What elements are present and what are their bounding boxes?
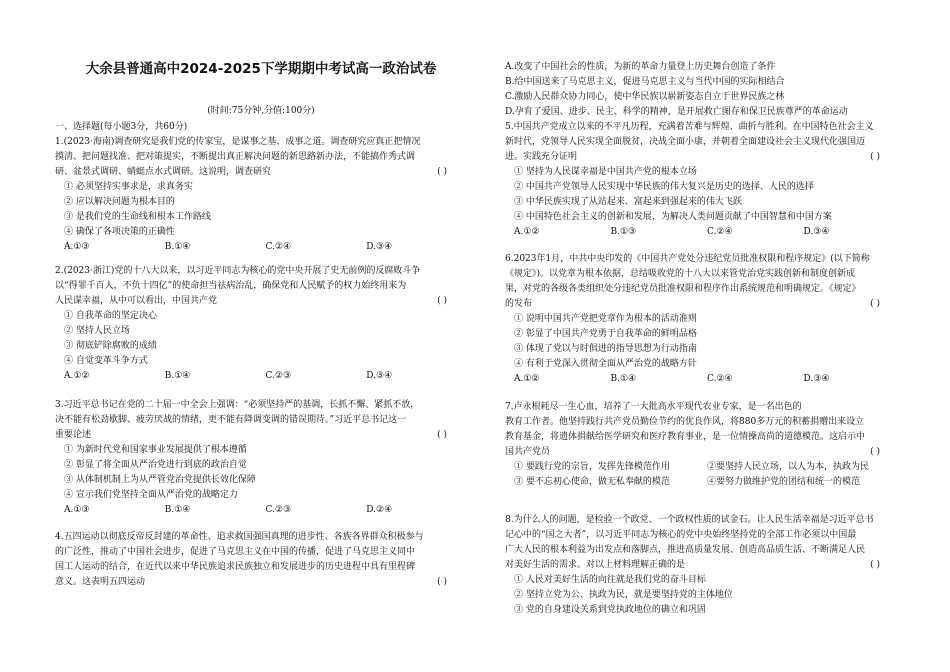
- q8-line-2: 记心中的“国之大者”，以习近平同志为核心的党中央始终坚持党的全部工作必须以中国最: [505, 530, 857, 540]
- q7-option-4: ④要努力做维护党的团结和统一的模范: [707, 477, 861, 487]
- q5-answer-paren: ( ): [870, 152, 880, 162]
- q5-choice-b[interactable]: B.①③: [610, 227, 637, 237]
- q4-line-2: 的广泛性，推动了中国社会进步，促进了马克思主义在中国的传播，促进了马克思主义同中: [55, 547, 416, 557]
- q1-line-3: 研、盆景式调研、蜻蜓点水式调研。这说明，调查研究 ( ): [55, 165, 467, 180]
- q5-line-2: 新时代，党领导人民实现全面脱贫，决战全面小康，并朝着全面建设社会主义现代化强国迈: [505, 137, 866, 147]
- q4-line-1: 4.五四运动以彻底反帝反封建的革命性、追求救国强国真理的进步性、各族各界群众积极参与: [55, 532, 424, 542]
- q1-option-1: ① 必须坚持实事求是，求真务实: [64, 182, 193, 192]
- q3-choice-b[interactable]: B.①④: [164, 505, 191, 515]
- q7-option-3: ③ 要不忘初心使命，做无私奉献的模范: [514, 477, 670, 487]
- q7-options: [505, 460, 900, 490]
- question-1: [55, 135, 467, 255]
- q7-line-1: 7.卢永根耗尽一生心血，培养了一大批高水平现代农业专家，是一名出色的: [505, 402, 802, 412]
- question-4-options: [505, 60, 900, 120]
- q2-choice-c[interactable]: C.②③: [265, 371, 292, 381]
- q8-option-3: ③ 党的自身建设关系到党执政地位的确立和巩固: [514, 605, 706, 615]
- q3-option-4: ④ 宣示我们党坚持全面从严治党的战略定力: [64, 490, 238, 500]
- q3-option-3: ③ 从体制机制上为从严管党治党提供长效化保障: [64, 475, 256, 485]
- q6-option-2: ② 彰显了中国共产党勇于自我革命的鲜明品格: [514, 329, 697, 339]
- q8-answer-paren: ( ): [870, 560, 880, 570]
- q2-choice-d[interactable]: D.③④: [366, 371, 393, 381]
- q7-line-2: 教育工作者。他坚持践行共产党员勤俭节约的优良作风，将880多万元的积蓄捐赠出来设立: [505, 417, 865, 427]
- q1-choice-d[interactable]: D.③④: [366, 242, 393, 252]
- q7-answer-paren: ( ): [870, 447, 880, 457]
- q5-option-4: ④ 中国特色社会主义的创新和发展，为解决人类问题贡献了中国智慧和中国方案: [514, 212, 832, 222]
- q6-line-4: 的发布 ( ): [505, 297, 900, 312]
- q1-answers: [55, 240, 467, 255]
- q7-option-1: ① 要践行党的宗旨，发挥先锋模范作用: [514, 462, 670, 472]
- q2-option-4: ④ 自觉变革斗争方式: [64, 356, 148, 366]
- q3-answer-paren: ( ): [437, 430, 447, 440]
- q2-line-1: 2.(2023·浙江)党的十八大以来，以习近平同志为核心的党中央开展了史无前例的反腐败斗争: [55, 266, 421, 276]
- q4-choice-a[interactable]: A.改变了中国社会的性质，为新的革命力量登上历史舞台创造了条件: [505, 62, 776, 72]
- q2-choice-a[interactable]: A.①②: [64, 371, 90, 381]
- q3-choice-c[interactable]: C.②③: [265, 505, 292, 515]
- q6-option-1: ① 说明中国共产党把党章作为根本的活动准则: [514, 314, 697, 324]
- q6-choice-d[interactable]: D.③④: [803, 374, 830, 384]
- q3-line-2: 决不能有松劲歇脚、疲劳厌战的情绪，更不能有降调变调的错误期待。”习近平总书记这一: [55, 415, 407, 425]
- q5-choice-d[interactable]: D.③④: [803, 227, 830, 237]
- q3-option-2: ② 彰显了将全面从严治党进行到底的政治自觉: [64, 460, 247, 470]
- q6-line-2: 《规定》)。以党章为根本依据，总结吸收党的十八大以来管党治党实践创新和制度创新成: [505, 269, 856, 279]
- q1-line-1: 1.(2023·海南)调查研究是我们党的传家宝，是谋事之基、成事之道。调查研究应真正把情况: [55, 137, 421, 147]
- q2-answer-paren: ( ): [437, 296, 447, 306]
- q3-line-3: 重要论述 ( ): [55, 428, 467, 443]
- q2-option-1: ① 自我革命的坚定决心: [64, 311, 157, 321]
- question-5: [505, 120, 900, 240]
- q6-choice-c[interactable]: C.②④: [707, 374, 733, 384]
- question-4: [55, 530, 467, 590]
- q1-choice-a[interactable]: A.①③: [64, 242, 90, 252]
- section-heading: 一、选择题(每小题3分，共60分): [55, 122, 188, 132]
- q3-line-1: 3.习近平总书记在党的二十届一中全会上强调：“必须坚持严的基调，长抓不懈、紧抓不放，: [55, 400, 420, 410]
- q2-line-3: 人民谋幸福，从中可以看出，中国共产党 ( ): [55, 294, 467, 309]
- q1-option-2: ② 应以解决问题为根本目的: [64, 197, 175, 207]
- exam-title: 大余县普通高中2024-2025下学期期中考试高一政治试卷: [85, 61, 437, 77]
- q6-choice-a[interactable]: A.①②: [514, 374, 540, 384]
- question-7: [505, 400, 900, 490]
- q2-line-2: 以“得罪千百人，不负十四亿”的使命担当祛病治乱，确保党和人民赋予的权力始终用来为: [55, 281, 407, 291]
- q4-answer-paren: ( ): [437, 577, 447, 587]
- q4-choice-c[interactable]: C.激励人民群众协力同心，使中华民族以崭新姿态自立于世界民族之林: [505, 92, 785, 102]
- q5-choice-c[interactable]: C.②④: [707, 227, 733, 237]
- q4-choice-b[interactable]: B.给中国送来了马克思主义，促进马克思主义与当代中国的实际相结合: [505, 77, 785, 87]
- question-2: [55, 264, 467, 384]
- q5-choice-a[interactable]: A.①②: [514, 227, 540, 237]
- q1-choice-b[interactable]: B.①④: [164, 242, 191, 252]
- q8-line-4: 对美好生活的需求。对以上材料理解正确的是 ( ): [505, 558, 900, 573]
- q2-answers: [55, 369, 467, 384]
- q2-option-2: ② 坚持人民立场: [64, 326, 130, 336]
- q8-line-1: 8.为什么人的问题，是检验一个政党、一个政权性质的试金石。让人民生活幸福是习近平总书: [505, 515, 874, 525]
- q6-choice-b[interactable]: B.①④: [610, 374, 637, 384]
- q5-option-1: ① 坚持为人民谋幸福是中国共产党的根本立场: [514, 167, 697, 177]
- q8-line-3: 广大人民的根本利益为出发点和落脚点，推进高质量发展、创造高品质生活、不断满足人民: [505, 545, 866, 555]
- q6-answer-paren: ( ): [870, 299, 880, 309]
- q1-line-2: 摸清、把问题找准、把对策提实，不断提出真正解决问题的新思路新办法，不能搞作秀式调: [55, 152, 416, 162]
- q4-line-3: 国工人运动的结合，在近代以来中华民族追求民族独立和发展进步的历史进程中具有里程碑: [55, 562, 416, 572]
- q8-option-2: ② 坚持立党为公、执政为民，就是要坚持党的主体地位: [514, 590, 733, 600]
- question-8: [505, 513, 900, 618]
- q1-option-4: ④ 确保了各项决策的正确性: [64, 227, 175, 237]
- q6-line-1: 6.2023年1月，中共中央印发的《中国共产党处分违纪党员批准权限和程序规定》(以下简称: [505, 254, 870, 264]
- q4-line-4: 意义。这表明五四运动 ( ): [55, 575, 467, 590]
- q3-option-1: ① 为新时代党和国家事业发展提供了根本遵循: [64, 445, 247, 455]
- q5-option-2: ② 中国共产党领导人民实现中华民族的伟大复兴是历史的选择、人民的选择: [514, 182, 814, 192]
- q7-line-3: 教育基金，将遗体捐献给医学研究和医疗教育事业，是一位情操高尚的道德模范。这启示中: [505, 432, 866, 442]
- q1-option-3: ③ 是我们党的生命线和根本工作路线: [64, 212, 211, 222]
- q6-option-3: ③ 体现了党以与时俱进的指导思想为行动指南: [514, 344, 697, 354]
- q1-choice-c[interactable]: C.②④: [265, 242, 292, 252]
- q5-line-3: 进。实践充分证明 ( ): [505, 150, 900, 165]
- question-3: [55, 398, 467, 518]
- q4-choice-d[interactable]: D.孕育了爱国、进步、民主、科学的精神，是开展救亡图存和保卫民族尊严的革命运动: [505, 107, 848, 117]
- q3-answers: [55, 503, 467, 518]
- q5-option-3: ③ 中华民族实现了从站起来、富起来到强起来的伟大飞跃: [514, 197, 742, 207]
- q2-choice-b[interactable]: B.①④: [164, 371, 191, 381]
- q6-answers: [505, 372, 900, 387]
- q7-line-4: 国共产党员 ( ): [505, 445, 900, 460]
- exam-meta: (时间:75分钟,分值:100分): [207, 106, 315, 116]
- q6-line-3: 果，对党的各级各类组织处分违纪党员批准权限和程序作出系统规范和明确规定。《规定》: [505, 284, 861, 294]
- q1-answer-paren: ( ): [437, 167, 447, 177]
- q2-option-3: ③ 彻底铲除腐败的成绩: [64, 341, 157, 351]
- q5-answers: [505, 225, 900, 240]
- q7-option-2: ②要坚持人民立场，以人为本，执政为民: [707, 462, 870, 472]
- q6-option-4: ④ 有利于党深入贯彻全面从严治党的战略方针: [514, 359, 697, 369]
- question-6: [505, 252, 900, 387]
- q5-line-1: 5.中国共产党成立以来的不平凡历程，充满着苦难与辉煌、曲折与胜利。在中国特色社会主义: [505, 122, 874, 132]
- q8-option-1: ① 人民对美好生活的向往就是我们党的奋斗目标: [514, 575, 706, 585]
- q3-choice-d[interactable]: D.②④: [366, 505, 393, 515]
- q3-choice-a[interactable]: A.①③: [64, 505, 90, 515]
